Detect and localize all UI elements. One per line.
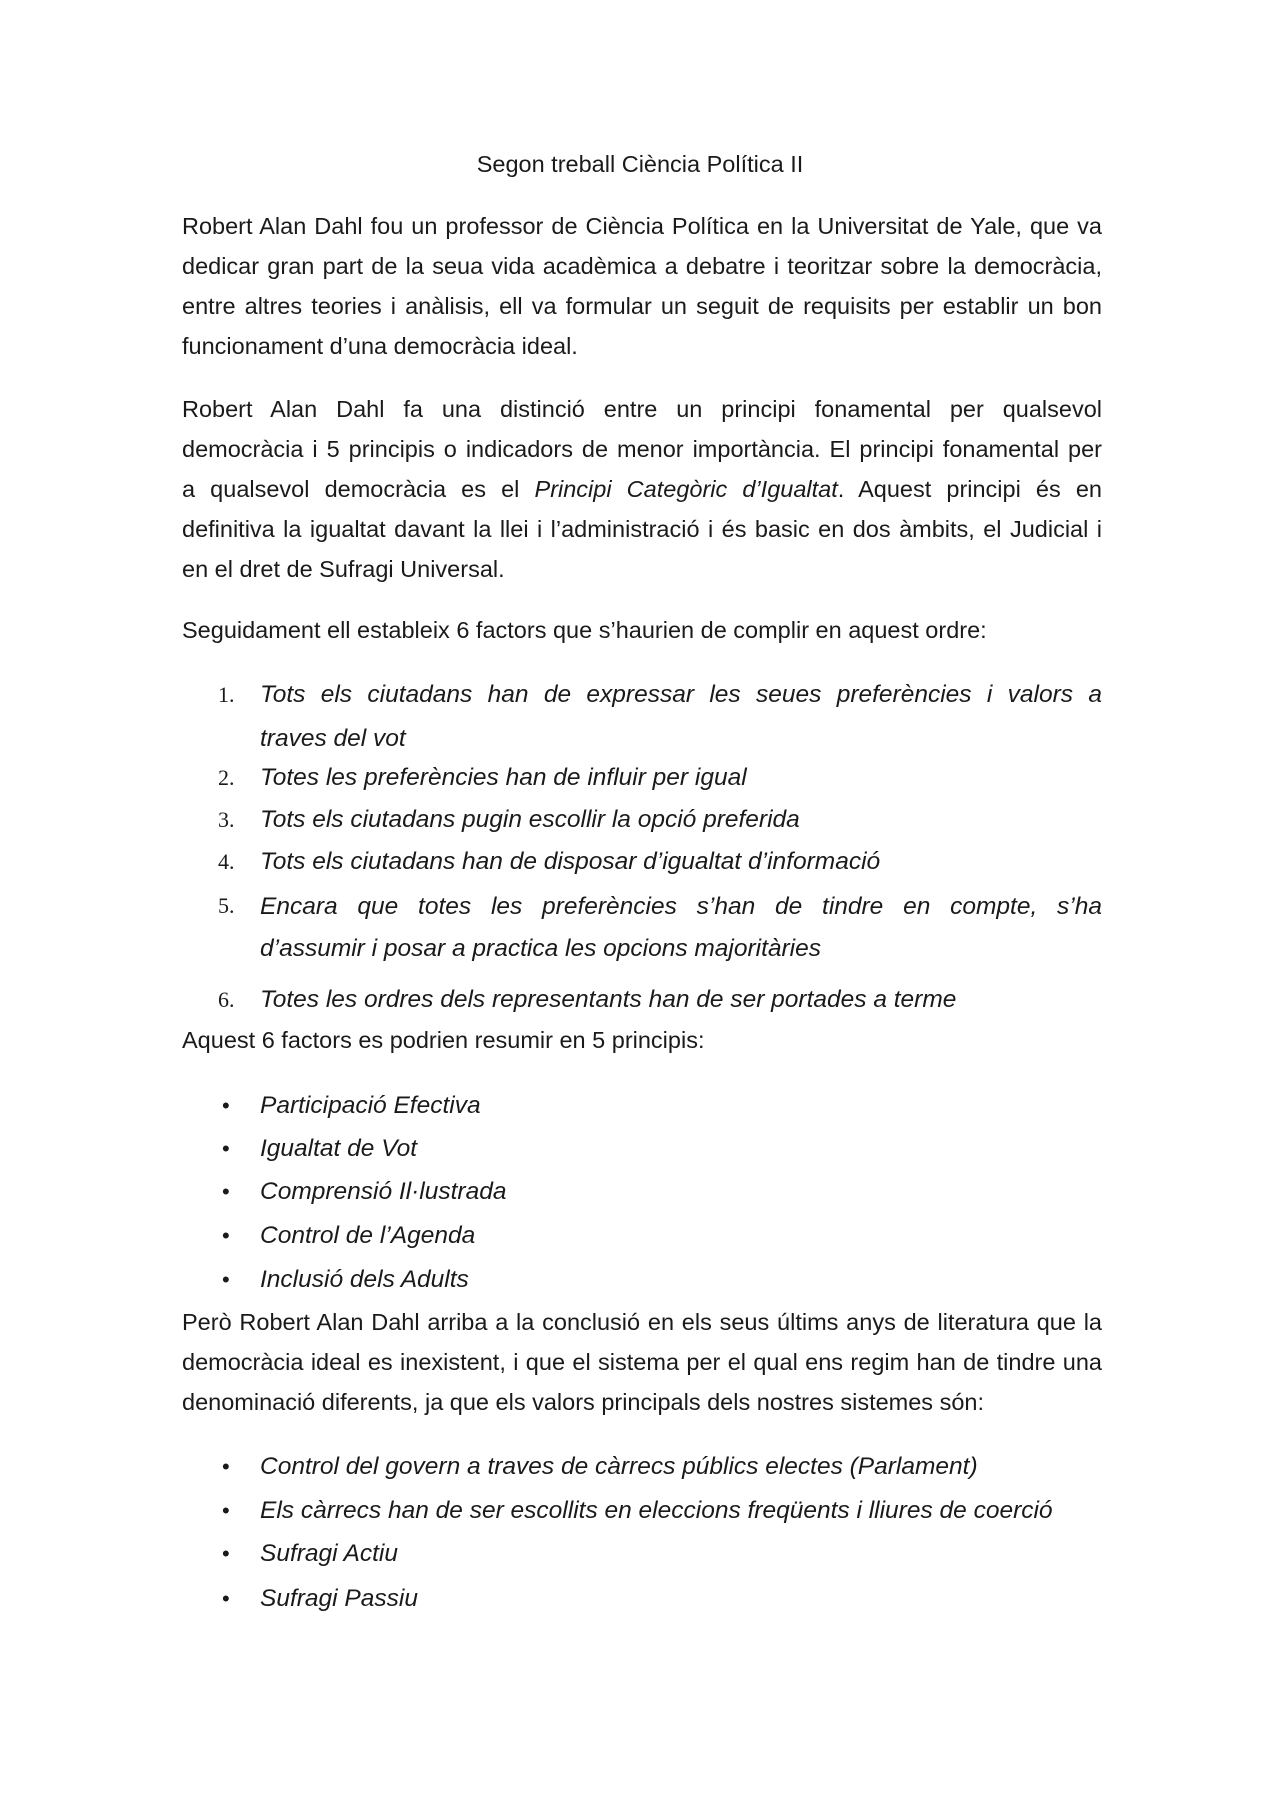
- text-line: denominació diferents, ja que els valors principals dels nostres sistemes són:: [182, 1389, 985, 1415]
- list-item-text: Sufragi Passiu: [260, 1585, 418, 1612]
- list-item-text: Sufragi Actiu: [260, 1540, 398, 1567]
- list-item-text: Inclusió dels Adults: [260, 1266, 469, 1293]
- bullet-marker: •: [222, 1136, 230, 1161]
- text-line: definitiva la igualtat davant la llei i l’administració i és basic en dos àmbits, el Judicial i: [182, 516, 1102, 542]
- text-line: Robert Alan Dahl fa una distinció entre un principi fonamental per qualsevol: [182, 396, 1102, 422]
- list-item-text: Totes les preferències han de influir per igual: [260, 764, 747, 791]
- paragraph-intro: [182, 206, 1102, 366]
- text-fragment: . Aquest principi és en: [837, 476, 1103, 502]
- list-marker: 1.: [218, 682, 235, 707]
- paragraph-principles-intro: Aquest 6 factors es podrien resumir en 5 principis:: [182, 1027, 705, 1053]
- paragraph-conclusion: [182, 1302, 1102, 1422]
- text-line: funcionament d’una democràcia ideal.: [182, 333, 578, 359]
- text-line: d’assumir i posar a practica les opcions majoritàries: [260, 935, 821, 962]
- list-item-text: Comprensió Il·lustrada: [260, 1178, 507, 1205]
- text-fragment: a qualsevol democràcia es el: [182, 476, 535, 502]
- text-line: Robert Alan Dahl fou un professor de Ciència Política en la Universitat de Yale, que va: [182, 213, 1102, 239]
- text-line: Tots els ciutadans han de expressar les seues preferències i valors a: [260, 681, 1102, 708]
- text-line: Encara que totes les preferències s’han de tindre en compte, s’ha: [260, 893, 1102, 920]
- list-marker: 2.: [218, 765, 235, 790]
- list-item-text: [260, 673, 1102, 761]
- list-item: [218, 675, 1102, 755]
- paragraph-factors-intro: Seguidament ell estableix 6 factors que s’haurien de complir en aquest ordre:: [182, 617, 987, 643]
- list-item-text: Tots els ciutadans han de disposar d’igualtat d’informació: [260, 848, 881, 875]
- bullet-marker: •: [222, 1223, 230, 1248]
- bullet-marker: •: [222, 1179, 230, 1204]
- list-marker: 6.: [218, 987, 235, 1012]
- list-item-text: Participació Efectiva: [260, 1092, 481, 1119]
- text-line: traves del vot: [260, 725, 406, 752]
- bullet-marker: •: [222, 1541, 230, 1566]
- list-item-text: Control de l’Agenda: [260, 1222, 476, 1249]
- list-marker: 3.: [218, 807, 235, 832]
- list-item-text: Totes les ordres dels representants han de ser portades a terme: [260, 986, 957, 1013]
- bullet-marker: •: [222, 1498, 230, 1523]
- bullet-marker: •: [222, 1586, 230, 1611]
- list-item-text: Igualtat de Vot: [260, 1135, 418, 1162]
- text-line: democràcia ideal es inexistent, i que el sistema per el qual ens regim han de tindre una: [182, 1349, 1102, 1375]
- list-marker: 5.: [218, 893, 235, 918]
- list-item-text: [260, 886, 1102, 970]
- document-title: Segon treball Ciència Política II: [476, 151, 804, 177]
- emphasis-principle-name: Principi Categòric d’Igualtat: [534, 476, 838, 502]
- text-line: Però Robert Alan Dahl arriba a la conclusió en els seus últims anys de literatura que la: [182, 1309, 1102, 1335]
- bullet-marker: •: [222, 1454, 230, 1479]
- bullet-marker: •: [222, 1267, 230, 1292]
- list-item-text: Tots els ciutadans pugin escollir la opció preferida: [260, 806, 800, 833]
- list-item-text: Control del govern a traves de càrrecs públics electes (Parlament): [260, 1453, 978, 1480]
- text-line: en el dret de Sufragi Universal.: [182, 556, 505, 582]
- list-marker: 4.: [218, 849, 235, 874]
- text-line: democràcia i 5 principis o indicadors de menor importància. El principi fonamental per: [182, 436, 1102, 462]
- text-line: dedicar gran part de la seua vida acadèmica a debatre i teoritzar sobre la democràcia,: [182, 253, 1102, 279]
- text-line: entre altres teories i anàlisis, ell va formular un seguit de requisits per establir un bon: [182, 293, 1102, 319]
- list-item-text: Els càrrecs han de ser escollits en eleccions freqüents i lliures de coerció: [260, 1497, 1053, 1524]
- paragraph-principle: [182, 389, 1102, 589]
- text-line: [182, 469, 1102, 509]
- bullet-marker: •: [222, 1093, 230, 1118]
